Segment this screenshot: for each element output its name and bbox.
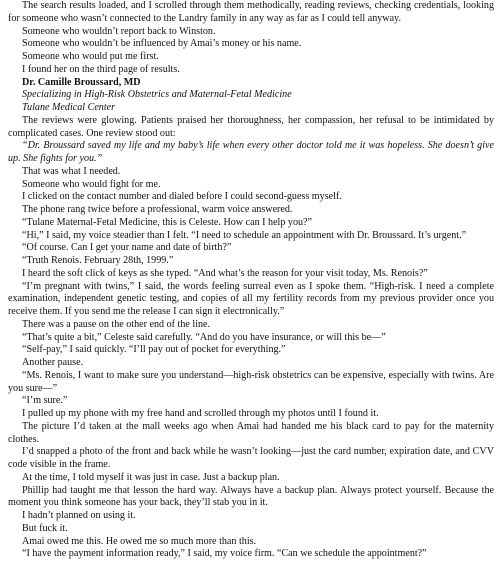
paragraph: I hadn’t planned on using it. xyxy=(22,510,136,521)
paragraph: Tulane Medical Center xyxy=(22,102,116,113)
paragraph: “Hi,” I said, my voice steadier than I felt. “I need to schedule an appointment with Dr. Broussard. It’s urgent.” xyxy=(22,229,467,241)
paragraph: There was a pause on the other end of the line. xyxy=(22,318,211,330)
paragraph: I found her on the third page of results. xyxy=(22,63,180,75)
paragraph: “Tulane Maternal-Fetal Medicine, this is Celeste. How can I help you?” xyxy=(22,216,313,228)
paragraph: Someone who wouldn’t report back to Winston. xyxy=(22,25,216,37)
paragraph: “Ms. Renois, I want to make sure you understand—high-risk obstetrics can be expensive, especially with twins. Are you sure—” xyxy=(8,369,494,394)
paragraph: “Truth Renois. February 28th, 1999.” xyxy=(22,255,174,266)
paragraph: Dr. Camille Broussard, MD xyxy=(22,76,141,88)
paragraph: Someone who would fight for me. xyxy=(22,178,161,190)
paragraph: That was what I needed. xyxy=(22,165,121,177)
paragraph: “That’s quite a bit,” Celeste said carefully. “And do you have insurance, or will this be—” xyxy=(22,331,386,343)
paragraph: The reviews were glowing. Patients praised her thoroughness, her compassion, her refusal to be intimidated by complicated cases. One review stood out: xyxy=(8,114,494,139)
paragraph: The picture I’d taken at the mall weeks ago when Amai had handed me his black card to pay for the maternity clothes. xyxy=(8,420,494,445)
paragraph: I pulled up my phone with my free hand and scrolled through my photos until I found it. xyxy=(22,408,379,419)
paragraph: Someone who wouldn’t be influenced by Amai’s money or his name. xyxy=(22,38,302,50)
paragraph: The phone rang twice before a professional, warm voice answered. xyxy=(22,204,293,215)
paragraph: “Of course. Can I get your name and date of birth?” xyxy=(22,242,232,254)
paragraph: Another pause. xyxy=(22,357,84,368)
paragraph: Phillip had taught me that lesson the hard way. Always have a backup plan. Always protect yourself. Because the moment you think someone has your back, they’ll stab you in it. xyxy=(8,484,494,509)
paragraph: Specializing in High-Risk Obstetrics and Maternal-Fetal Medicine xyxy=(22,89,292,101)
paragraph: “I’m sure.” xyxy=(22,395,68,407)
paragraph: Amai owed me this. He owed me so much more than this. xyxy=(22,535,257,547)
paragraph: At the time, I told myself it was just in case. Just a backup plan. xyxy=(22,471,280,483)
paragraph: Someone who would put me first. xyxy=(22,51,159,62)
paragraph: I heard the soft click of keys as she typed. “And what’s the reason for your visit today, Ms. Renois?” xyxy=(22,267,428,279)
paragraph: “Self-pay,” I said quickly. “I’ll pay out of pocket for everything.” xyxy=(22,344,286,356)
paragraph: I clicked on the contact number and dialed before I could second-guess myself. xyxy=(22,191,342,203)
paragraph: I’d snapped a photo of the front and back while he wasn’t looking—just the card number, expiration date, and CVV code visible in the frame. xyxy=(8,446,494,470)
paragraph: “I have the payment information ready,” I said, my voice firm. “Can we schedule the appointment?” xyxy=(22,548,427,560)
paragraph: “I’m pregnant with twins,” I said, the words feeling surreal even as I spoke them. “High-risk. I need a complete examination, independent genetic testing, and copies of all my fertility records from my previous provider once you receive them. If you send me the release I can sign it electronically.” xyxy=(8,280,494,317)
paragraph: But fuck it. xyxy=(22,522,68,534)
paragraph: “Dr. Broussard saved my life and my baby’s life when every other doctor told me it was hopeless. She doesn’t give up. She fights for you.” xyxy=(8,140,494,164)
paragraph: The search results loaded, and I scrolled through them methodically, reading reviews, checking credentials, looking for someone who wasn’t connected to the Landry family in any way as far as I could tell anyway. xyxy=(8,0,494,24)
